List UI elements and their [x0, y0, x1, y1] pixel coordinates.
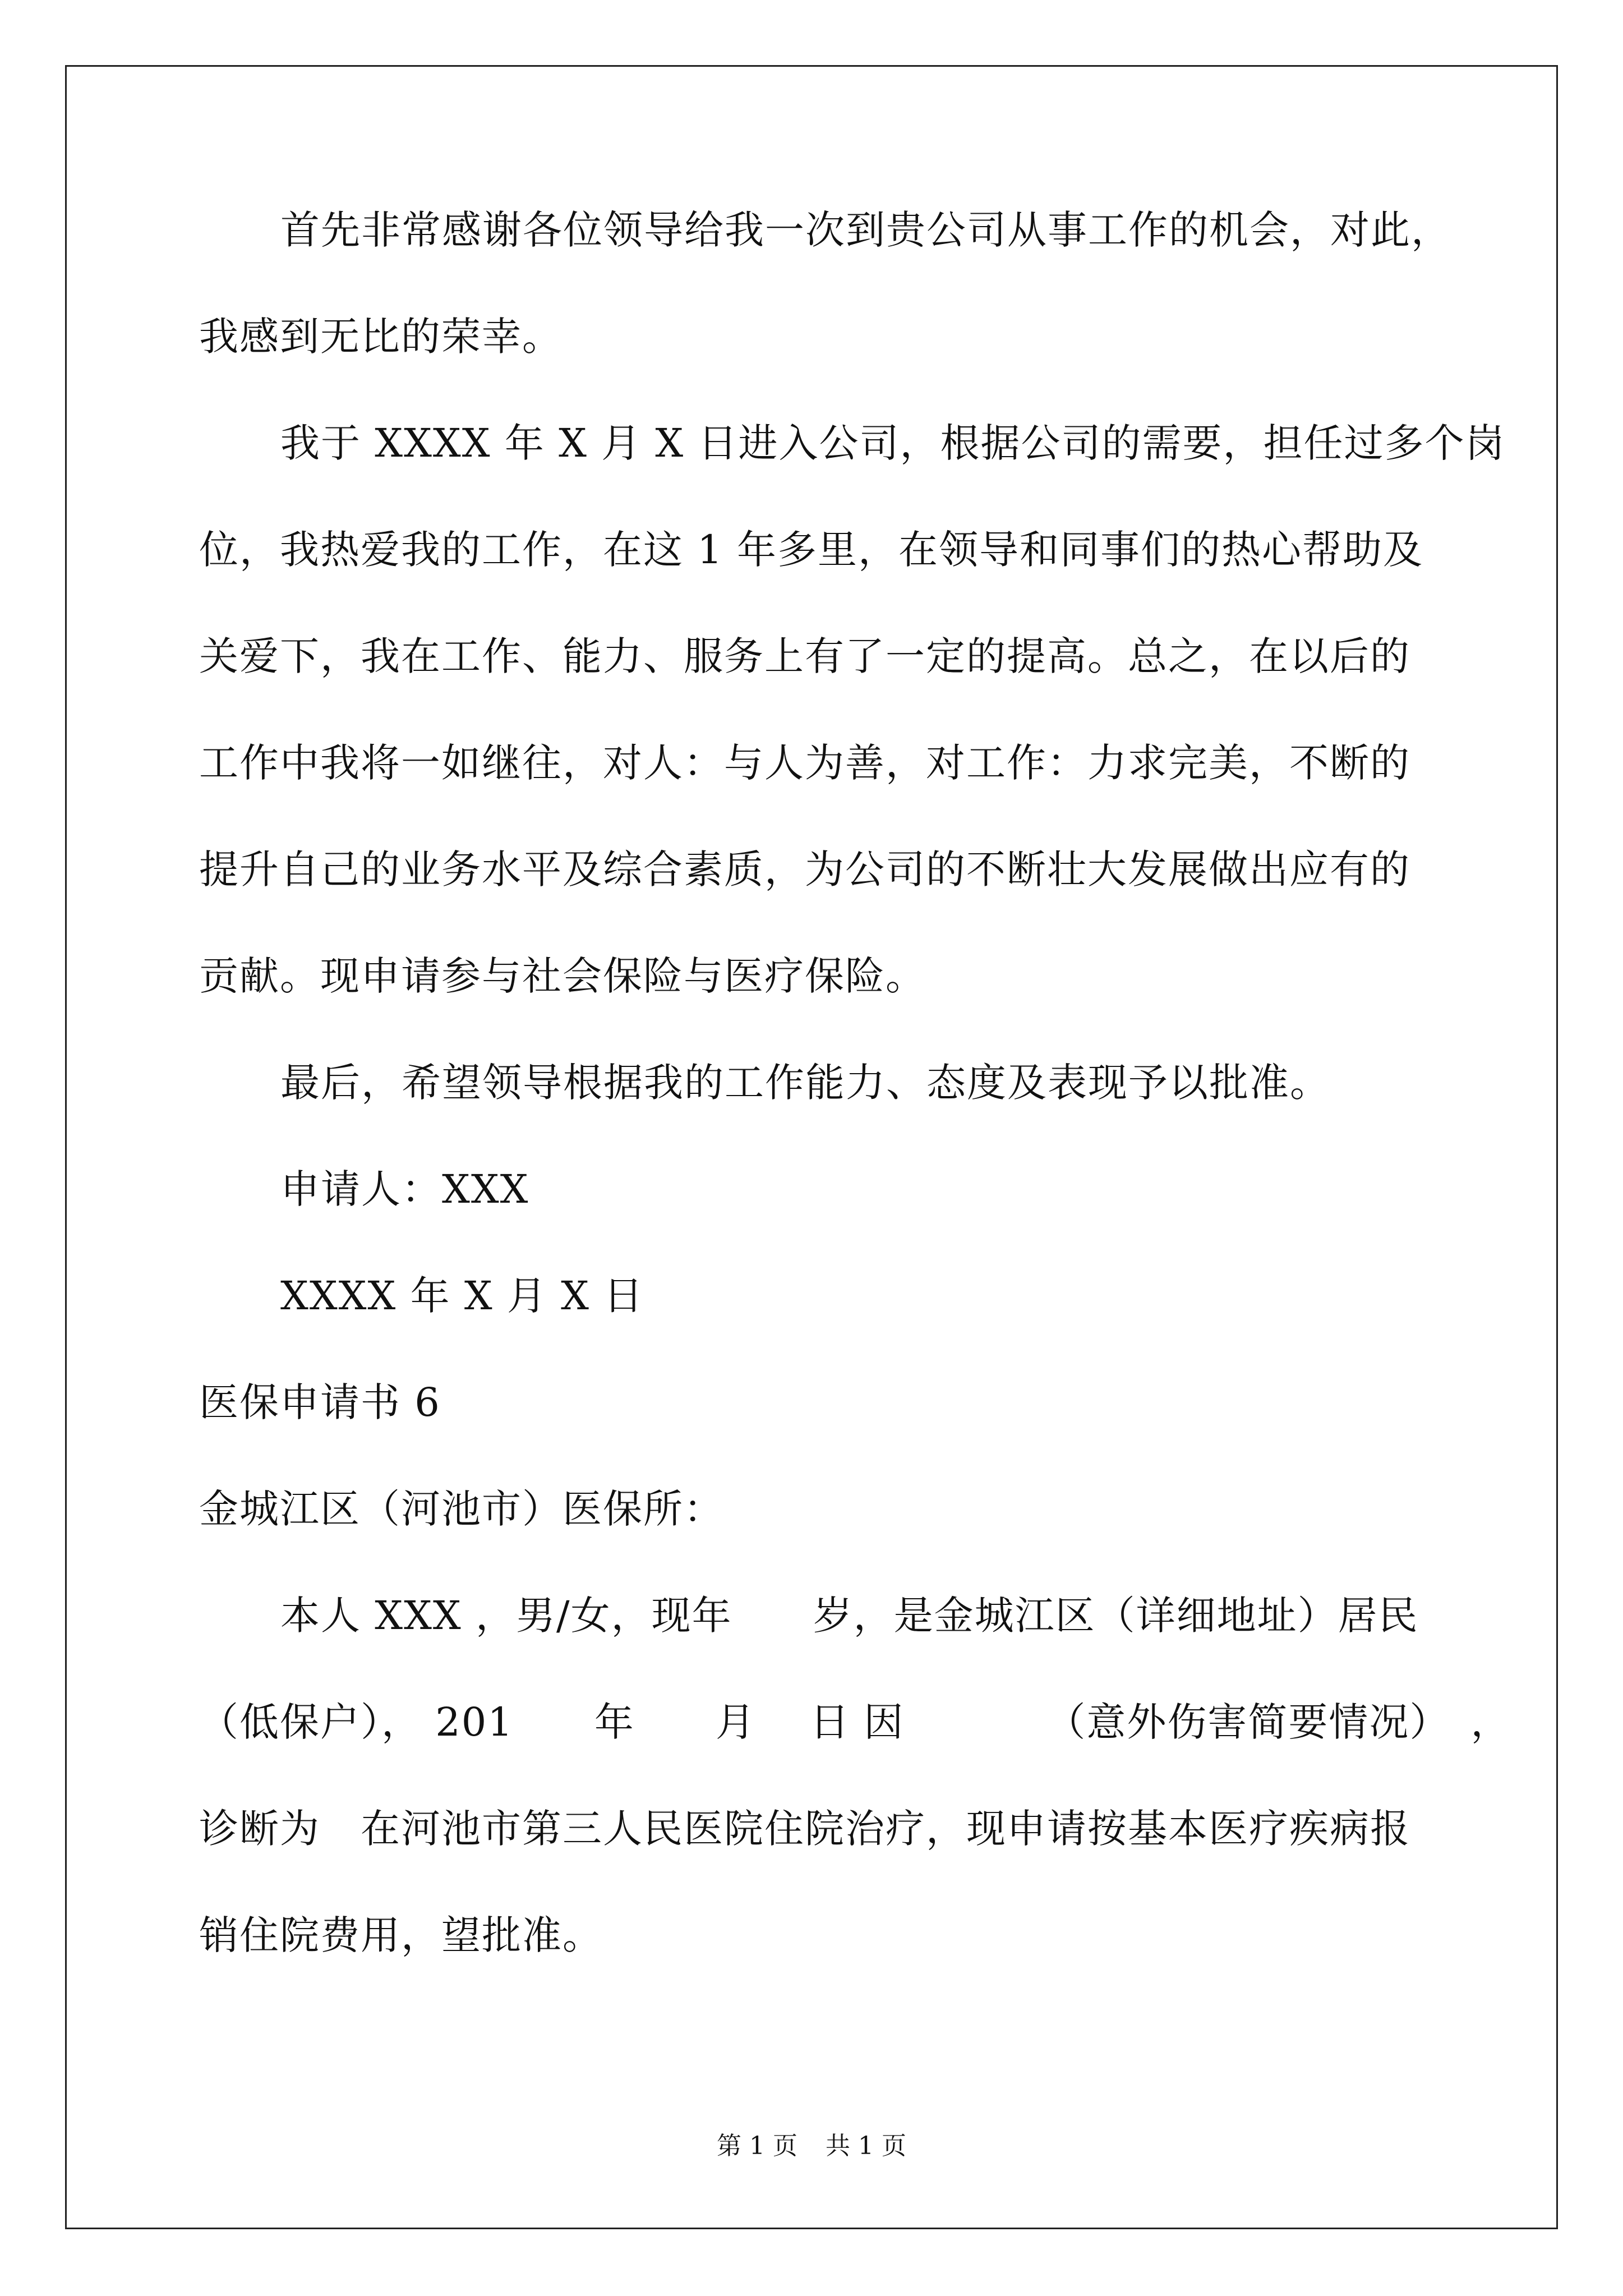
paragraph-4-line-1: 本人 XXX ，男/女，现年 岁，是金城江区（详细地址）居民 [280, 1593, 1419, 1639]
paragraph-2-line-2: 位，我热爱我的工作，在这 1 年多里，在领导和同事们的热心帮助及 [199, 527, 1424, 573]
section-title: 医保申请书 6 [199, 1379, 441, 1425]
page-footer [0, 2129, 1623, 2163]
paragraph-4-line-4: 销住院费用，望批准。 [199, 1912, 603, 1958]
paragraph-3-line-1: 最后，希望领导根据我的工作能力、态度及表现予以批准。 [280, 1060, 1330, 1106]
paragraph-2-line-4: 工作中我将一如继往，对人：与人为善，对工作：力求完美，不断的 [199, 740, 1410, 786]
paragraph-2-line-3: 关爱下，我在工作、能力、服务上有了一定的提高。总之，在以后的 [199, 633, 1410, 679]
paragraph-1-line-1: 首先非常感谢各位领导给我一次到贵公司从事工作的机会，对此， [280, 207, 1451, 253]
page-total: 共 1 页 [826, 2132, 906, 2160]
page-border [65, 65, 1558, 2229]
paragraph-4-line-3: 诊断为 在河池市第三人民医院住院治疗，现申请按基本医疗疾病报 [199, 1806, 1410, 1852]
paragraph-1-line-2: 我感到无比的荣幸。 [199, 314, 562, 360]
signature-date: XXXX 年 X 月 X 日 [280, 1273, 644, 1319]
paragraph-2-line-5: 提升自己的业务水平及综合素质，为公司的不断壮大发展做出应有的 [199, 846, 1410, 892]
paragraph-2-line-1: 我于 XXXX 年 X 月 X 日进入公司，根据公司的需要，担任过多个岗 [280, 420, 1506, 466]
applicant-signature: 申请人：XXX [280, 1166, 529, 1212]
addressee: 金城江区（河池市）医保所： [199, 1486, 724, 1532]
page-number: 第 1 页 [717, 2132, 797, 2160]
paragraph-4-line-2: （低保户）， 201 年 月 日 因 （意外伤害简要情况） ， [199, 1699, 1511, 1745]
paragraph-2-line-6: 贡献。现申请参与社会保险与医疗保险。 [199, 953, 926, 999]
